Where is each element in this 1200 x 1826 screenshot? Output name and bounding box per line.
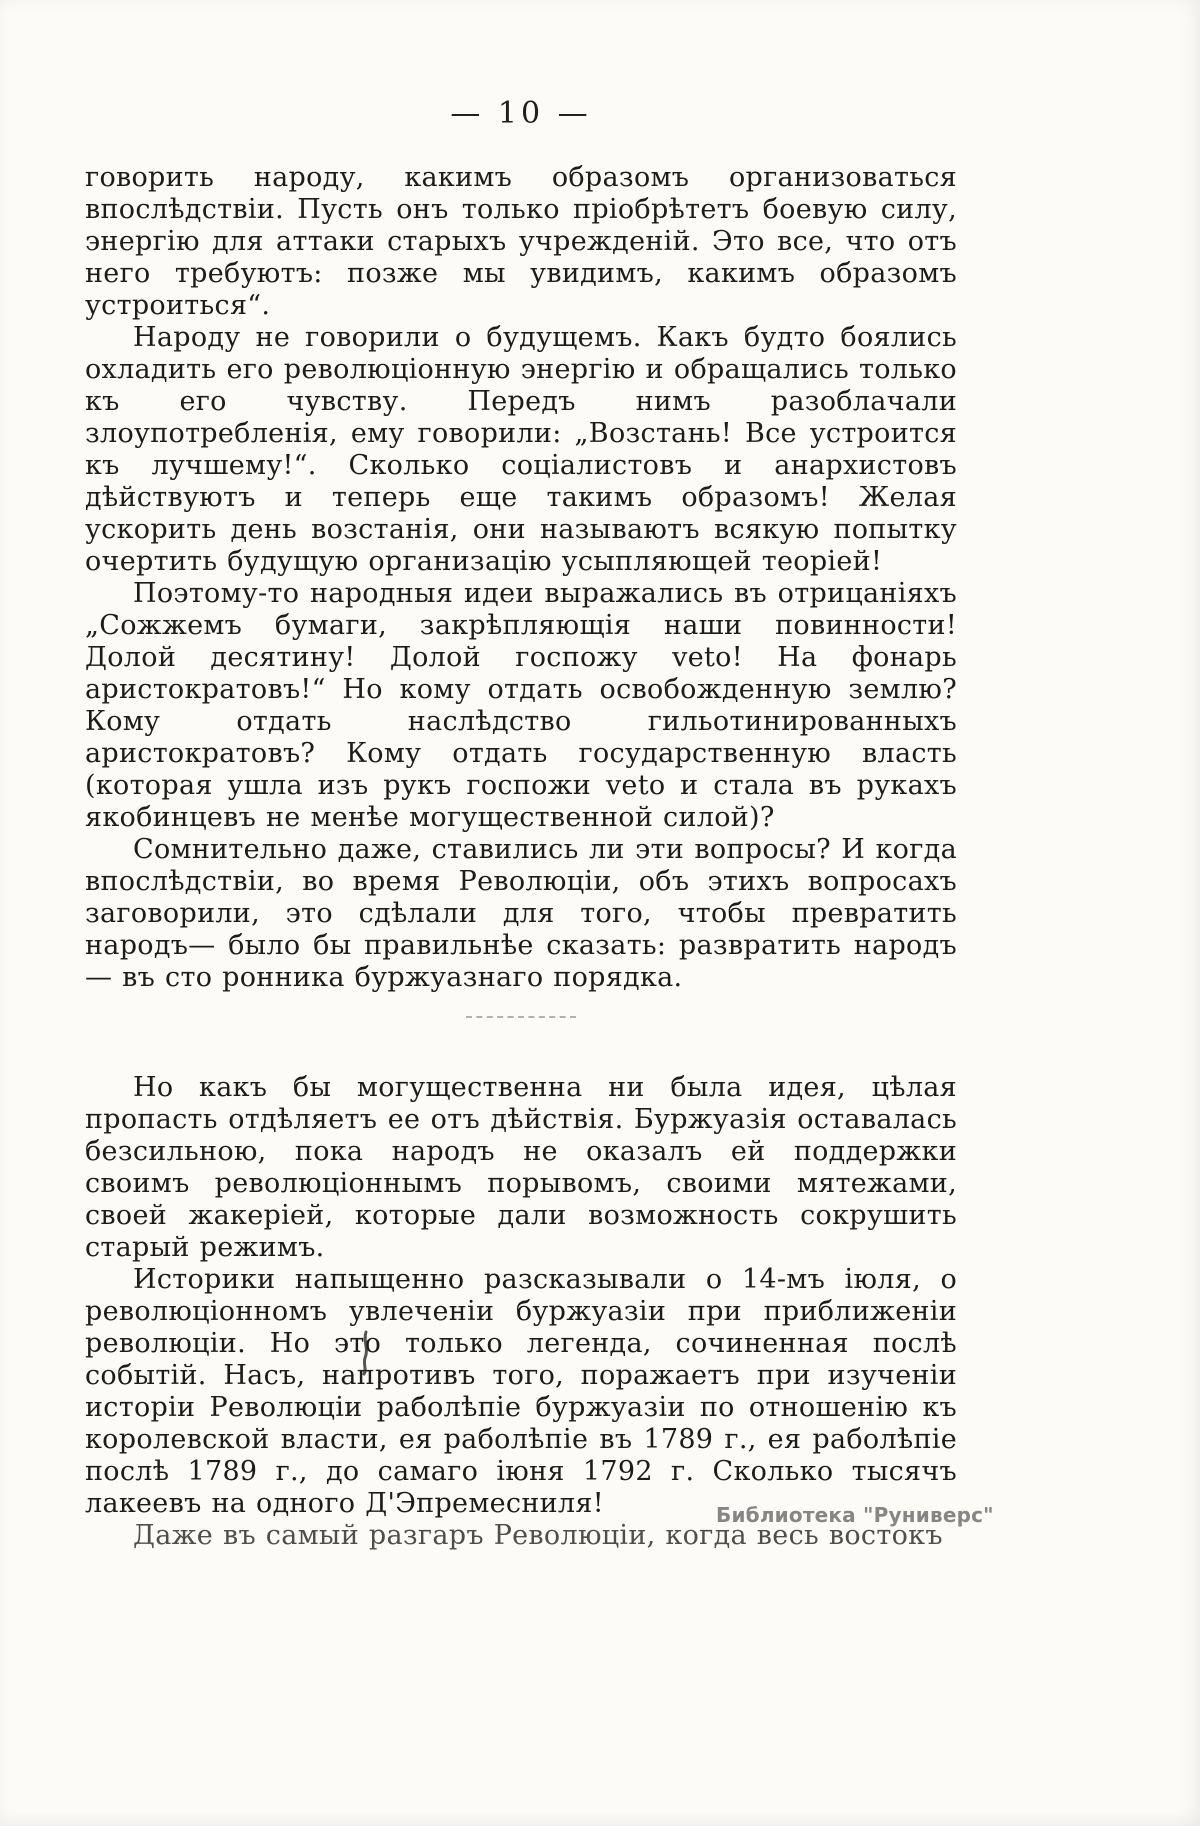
paragraph-6: Историки напыщенно разсказывали о 14-мъ іюля, о революціонномъ увлеченіи буржуазіи при приближеніи революціи. Но это только легенда, сочиненная послѣ событій. Насъ, напротивъ того, поражаетъ при изученіи исторіи Революціи раболѣпіе буржуазіи по отношенію къ королевской власти, ея раболѣпіе въ 1789 г., ея раболѣпіе послѣ 1789 г., до самаго іюня 1792 г. Сколько тысячъ лакеевъ на одного Д'Эпремесниля! (85, 1264, 957, 1519)
library-watermark: Библиотека "Руниверс" (716, 1503, 994, 1527)
paragraph-2: Народу не говорили о будущемъ. Какъ будто боялись охладить его революціонную энергію и обращались только къ его чувству. Передъ нимъ разоблачали злоупотребленія, ему говорили: „Возстань! Все устроится къ лучшему!“. Сколько соціалистовъ и анархистовъ дѣйствуютъ и теперь еще такимъ образомъ! Желая ускорить день возстанія, они называютъ всякую попытку очертить будущую организацію усыпляющей теоріей! (85, 322, 957, 577)
text-block (85, 162, 957, 1552)
paragraph-4: Сомнительно даже, ставились ли эти вопросы? И когда впослѣдствіи, во время Революціи, объ этихъ вопросахъ заговорили, это сдѣлали для того, чтобы превратить народъ— было бы правильнѣе сказать: развратить народъ — въ сто ронника буржуазнаго порядка. (85, 834, 957, 993)
section-divider (466, 1016, 576, 1018)
paragraph-7: Даже въ самый разгаръ Революціи, когда весь востокъ (133, 1520, 943, 1551)
page-number: — 10 — (450, 96, 592, 131)
paragraph-1: говорить народу, какимъ образомъ организоваться впослѣдствіи. Пусть онъ только пріобрѣтетъ боевую силу, энергію для аттаки старыхъ учрежденій. Это все, что отъ него требуютъ: позже мы увидимъ, какимъ образомъ устроиться“. (85, 162, 957, 321)
paragraph-3: Поэтому-то народныя идеи выражались въ отрицаніяхъ „Сожжемъ бумаги, закрѣпляющія наши повинности! Долой десятину! Долой госпожу veto! На фонарь аристократовъ!“ Но кому отдать освобожденную землю? Кому отдать наслѣдство гильотинированныхъ аристократовъ? Кому отдать государственную власть (которая ушла изъ рукъ госпожи veto и стала въ рукахъ якобинцевъ не менѣе могущественной силой)? (85, 578, 957, 833)
paragraph-5: Но какъ бы могущественна ни была идея, цѣлая пропасть отдѣляетъ ее отъ дѣйствія. Буржуазія оставалась безсильною, пока народъ не оказалъ ей поддержки своимъ революціоннымъ порывомъ, своими мятежами, своей жакеріей, которые дали возможность сокрушить старый режимъ. (85, 1072, 957, 1263)
